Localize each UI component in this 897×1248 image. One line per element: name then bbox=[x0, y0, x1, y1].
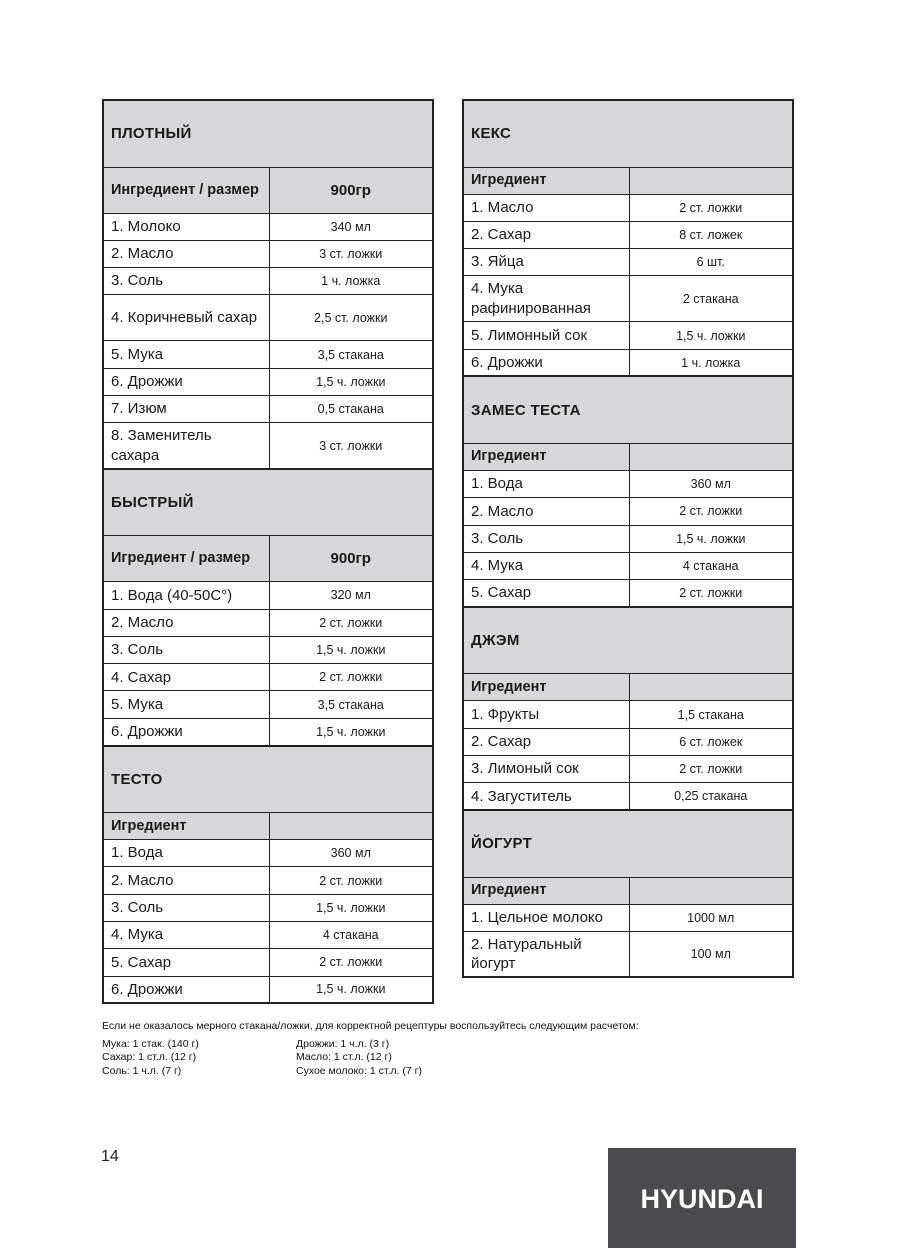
ingredient-header: Игредиент bbox=[463, 443, 629, 470]
recipe-title-row bbox=[463, 607, 793, 674]
ingredient-name: 4. Мука bbox=[463, 552, 629, 579]
ingredient-header-row bbox=[463, 674, 793, 701]
ingredient-name: 6. Дрожжи bbox=[103, 976, 269, 1003]
ingredient-amount: 2 ст. ложки bbox=[629, 498, 793, 525]
conversion-item: Мука: 1 стак. (140 г) bbox=[102, 1037, 199, 1050]
measurement-note bbox=[102, 1020, 802, 1078]
ingredient-amount: 1,5 ч. ложки bbox=[269, 636, 433, 663]
ingredient-amount: 1,5 ч. ложки bbox=[269, 718, 433, 745]
recipe-title-row bbox=[103, 746, 433, 813]
ingredient-amount: 2,5 ст. ложки bbox=[269, 295, 433, 341]
ingredient-header: Игредиент bbox=[463, 674, 629, 701]
size-header: 900гр bbox=[269, 167, 433, 213]
ingredient-name: 3. Яйца bbox=[463, 249, 629, 276]
ingredient-row bbox=[103, 341, 433, 368]
ingredient-header-row bbox=[463, 877, 793, 904]
ingredient-row bbox=[103, 949, 433, 976]
ingredient-amount: 2 ст. ложки bbox=[629, 580, 793, 607]
ingredient-row bbox=[103, 894, 433, 921]
recipe-table bbox=[462, 606, 794, 811]
ingredient-amount: 3,5 стакана bbox=[269, 691, 433, 718]
conversion-item: Дрожжи: 1 ч.л. (3 г) bbox=[296, 1037, 390, 1050]
size-header bbox=[629, 674, 793, 701]
ingredient-amount: 100 мл bbox=[629, 931, 793, 977]
ingredient-amount: 1,5 ч. ложки bbox=[269, 976, 433, 1003]
ingredient-name: 5. Сахар bbox=[463, 580, 629, 607]
ingredient-name: 2. Сахар bbox=[463, 728, 629, 755]
recipe-title-row bbox=[463, 810, 793, 877]
ingredient-amount: 3,5 стакана bbox=[269, 341, 433, 368]
ingredient-amount: 0,25 стакана bbox=[629, 783, 793, 810]
conversion-item: Сухое молоко: 1 ст.л. (7 г) bbox=[296, 1064, 422, 1077]
ingredient-amount: 360 мл bbox=[629, 470, 793, 497]
recipe-title: ПЛОТНЫЙ bbox=[103, 100, 433, 167]
ingredient-name: 3. Соль bbox=[463, 525, 629, 552]
ingredient-name: 5. Сахар bbox=[103, 949, 269, 976]
ingredient-name: 4. Сахар bbox=[103, 664, 269, 691]
ingredient-name: 5. Мука bbox=[103, 341, 269, 368]
size-header bbox=[629, 443, 793, 470]
ingredient-row bbox=[103, 423, 433, 469]
ingredient-name: 4. Загуститель bbox=[463, 783, 629, 810]
ingredient-row bbox=[463, 756, 793, 783]
ingredient-row bbox=[463, 904, 793, 931]
ingredient-name: 2. Сахар bbox=[463, 221, 629, 248]
conversion-item: Соль: 1 ч.л. (7 г) bbox=[102, 1064, 182, 1077]
ingredient-amount: 1000 мл bbox=[629, 904, 793, 931]
ingredient-row bbox=[103, 582, 433, 609]
ingredient-amount: 1 ч. ложка bbox=[269, 268, 433, 295]
ingredient-row bbox=[103, 213, 433, 240]
ingredient-name: 3. Лимоный сок bbox=[463, 756, 629, 783]
ingredient-name: 2. Масло bbox=[103, 240, 269, 267]
ingredient-amount: 2 ст. ложки bbox=[269, 949, 433, 976]
hyundai-logo-wordmark bbox=[627, 1178, 777, 1218]
ingredient-row bbox=[103, 395, 433, 422]
ingredient-row bbox=[463, 580, 793, 607]
ingredient-amount: 1,5 ч. ложки bbox=[629, 322, 793, 349]
ingredient-amount: 4 стакана bbox=[629, 552, 793, 579]
ingredient-header: Игредиент / размер bbox=[103, 536, 269, 582]
ingredient-row bbox=[103, 718, 433, 745]
conversion-item: Масло: 1 ст.л. (12 г) bbox=[296, 1051, 392, 1063]
ingredient-name: 2. Масло bbox=[463, 498, 629, 525]
recipe-title-row bbox=[463, 376, 793, 443]
ingredient-name: 1. Масло bbox=[463, 194, 629, 221]
recipe-table bbox=[102, 745, 434, 1005]
size-header bbox=[629, 877, 793, 904]
ingredient-row bbox=[463, 276, 793, 322]
recipe-table bbox=[102, 99, 434, 470]
left-recipe-column bbox=[102, 99, 434, 1004]
size-header bbox=[269, 813, 433, 840]
ingredient-name: 5. Мука bbox=[103, 691, 269, 718]
ingredient-name: 2. Масло bbox=[103, 609, 269, 636]
ingredient-name: 1. Молоко bbox=[103, 213, 269, 240]
ingredient-name: 3. Соль bbox=[103, 894, 269, 921]
recipe-title: ЗАМЕС ТЕСТА bbox=[463, 376, 793, 443]
ingredient-amount: 360 мл bbox=[269, 840, 433, 867]
ingredient-name: 1. Вода (40-50С°) bbox=[103, 582, 269, 609]
ingredient-name: 3. Соль bbox=[103, 268, 269, 295]
ingredient-name: 4. Мука рафинированная bbox=[463, 276, 629, 322]
ingredient-amount: 1,5 ч. ложки bbox=[269, 894, 433, 921]
ingredient-amount: 3 ст. ложки bbox=[269, 240, 433, 267]
ingredient-name: 6. Дрожжи bbox=[463, 349, 629, 376]
measurement-note-intro: Если не оказалось мерного стакана/ложки, для корректной рецептуры воспользуйтесь следующим расчетом: bbox=[102, 1020, 639, 1032]
ingredient-name: 7. Изюм bbox=[103, 395, 269, 422]
ingredient-name: 2. Натуральный йогурт bbox=[463, 931, 629, 977]
ingredient-row bbox=[463, 322, 793, 349]
size-header: 900гр bbox=[269, 536, 433, 582]
ingredient-row bbox=[463, 701, 793, 728]
recipe-title-row bbox=[463, 100, 793, 167]
hyundai-logo bbox=[608, 1148, 796, 1248]
ingredient-row bbox=[463, 525, 793, 552]
ingredient-row bbox=[103, 664, 433, 691]
ingredient-row bbox=[103, 295, 433, 341]
ingredient-row bbox=[463, 728, 793, 755]
ingredient-row bbox=[103, 976, 433, 1003]
ingredient-row bbox=[103, 609, 433, 636]
ingredient-name: 3. Соль bbox=[103, 636, 269, 663]
size-header bbox=[629, 167, 793, 194]
ingredient-row bbox=[463, 221, 793, 248]
measurement-conversions bbox=[102, 1038, 802, 1079]
ingredient-amount: 6 шт. bbox=[629, 249, 793, 276]
ingredient-amount: 8 ст. ложек bbox=[629, 221, 793, 248]
ingredient-header: Игредиент bbox=[463, 877, 629, 904]
hyundai-logo-text: HYUNDAI bbox=[640, 1184, 764, 1214]
ingredient-name: 1. Вода bbox=[463, 470, 629, 497]
ingredient-amount: 320 мл bbox=[269, 582, 433, 609]
ingredient-name: 4. Коричневый сахар bbox=[103, 295, 269, 341]
ingredient-name: 1. Фрукты bbox=[463, 701, 629, 728]
ingredient-name: 6. Дрожжи bbox=[103, 368, 269, 395]
recipe-title: ТЕСТО bbox=[103, 746, 433, 813]
recipe-table bbox=[462, 375, 794, 607]
conversion-item: Сахар: 1 ст.л. (12 г) bbox=[102, 1051, 197, 1063]
recipe-title-row bbox=[103, 469, 433, 536]
ingredient-amount: 3 ст. ложки bbox=[269, 423, 433, 469]
recipe-title: БЫСТРЫЙ bbox=[103, 469, 433, 536]
ingredient-row bbox=[463, 349, 793, 376]
ingredient-header-row bbox=[463, 443, 793, 470]
ingredient-row bbox=[103, 691, 433, 718]
ingredient-name: 6. Дрожжи bbox=[103, 718, 269, 745]
recipe-title: КЕКС bbox=[463, 100, 793, 167]
ingredient-header: Игредиент bbox=[463, 167, 629, 194]
ingredient-row bbox=[463, 470, 793, 497]
ingredient-row bbox=[103, 867, 433, 894]
ingredient-amount: 2 ст. ложки bbox=[629, 194, 793, 221]
ingredient-name: 4. Мука bbox=[103, 921, 269, 948]
ingredient-row bbox=[103, 368, 433, 395]
ingredient-amount: 0,5 стакана bbox=[269, 395, 433, 422]
ingredient-name: 1. Цельное молоко bbox=[463, 904, 629, 931]
ingredient-amount: 1 ч. ложка bbox=[629, 349, 793, 376]
ingredient-header-row bbox=[463, 167, 793, 194]
recipe-title: ДЖЭМ bbox=[463, 607, 793, 674]
ingredient-row bbox=[103, 636, 433, 663]
ingredient-row bbox=[463, 931, 793, 977]
ingredient-amount: 1,5 ч. ложки bbox=[269, 368, 433, 395]
ingredient-name: 1. Вода bbox=[103, 840, 269, 867]
ingredient-amount: 2 ст. ложки bbox=[269, 609, 433, 636]
ingredient-amount: 2 стакана bbox=[629, 276, 793, 322]
ingredient-amount: 6 ст. ложек bbox=[629, 728, 793, 755]
ingredient-name: 8. Заменитель сахара bbox=[103, 423, 269, 469]
ingredient-row bbox=[463, 552, 793, 579]
ingredient-header-row bbox=[103, 813, 433, 840]
ingredient-amount: 2 ст. ложки bbox=[269, 867, 433, 894]
ingredient-amount: 2 ст. ложки bbox=[629, 756, 793, 783]
ingredient-header-row bbox=[103, 536, 433, 582]
ingredient-header: Игредиент bbox=[103, 813, 269, 840]
ingredient-header: Ингредиент / размер bbox=[103, 167, 269, 213]
ingredient-amount: 4 стакана bbox=[269, 921, 433, 948]
page-number: 14 bbox=[101, 1148, 119, 1165]
ingredient-row bbox=[103, 240, 433, 267]
ingredient-row bbox=[463, 498, 793, 525]
ingredient-row bbox=[103, 921, 433, 948]
recipe-table bbox=[462, 99, 794, 377]
ingredient-amount: 1,5 ч. ложки bbox=[629, 525, 793, 552]
recipe-table bbox=[102, 468, 434, 747]
right-recipe-column bbox=[462, 99, 794, 978]
ingredient-amount: 2 ст. ложки bbox=[269, 664, 433, 691]
ingredient-amount: 1,5 стакана bbox=[629, 701, 793, 728]
ingredient-row bbox=[103, 840, 433, 867]
recipe-title-row bbox=[103, 100, 433, 167]
ingredient-row bbox=[463, 194, 793, 221]
ingredient-row bbox=[463, 249, 793, 276]
ingredient-name: 2. Масло bbox=[103, 867, 269, 894]
recipe-table bbox=[462, 809, 794, 978]
ingredient-amount: 340 мл bbox=[269, 213, 433, 240]
recipe-title: ЙОГУРТ bbox=[463, 810, 793, 877]
ingredient-header-row bbox=[103, 167, 433, 213]
ingredient-row bbox=[103, 268, 433, 295]
ingredient-name: 5. Лимонный сок bbox=[463, 322, 629, 349]
ingredient-row bbox=[463, 783, 793, 810]
